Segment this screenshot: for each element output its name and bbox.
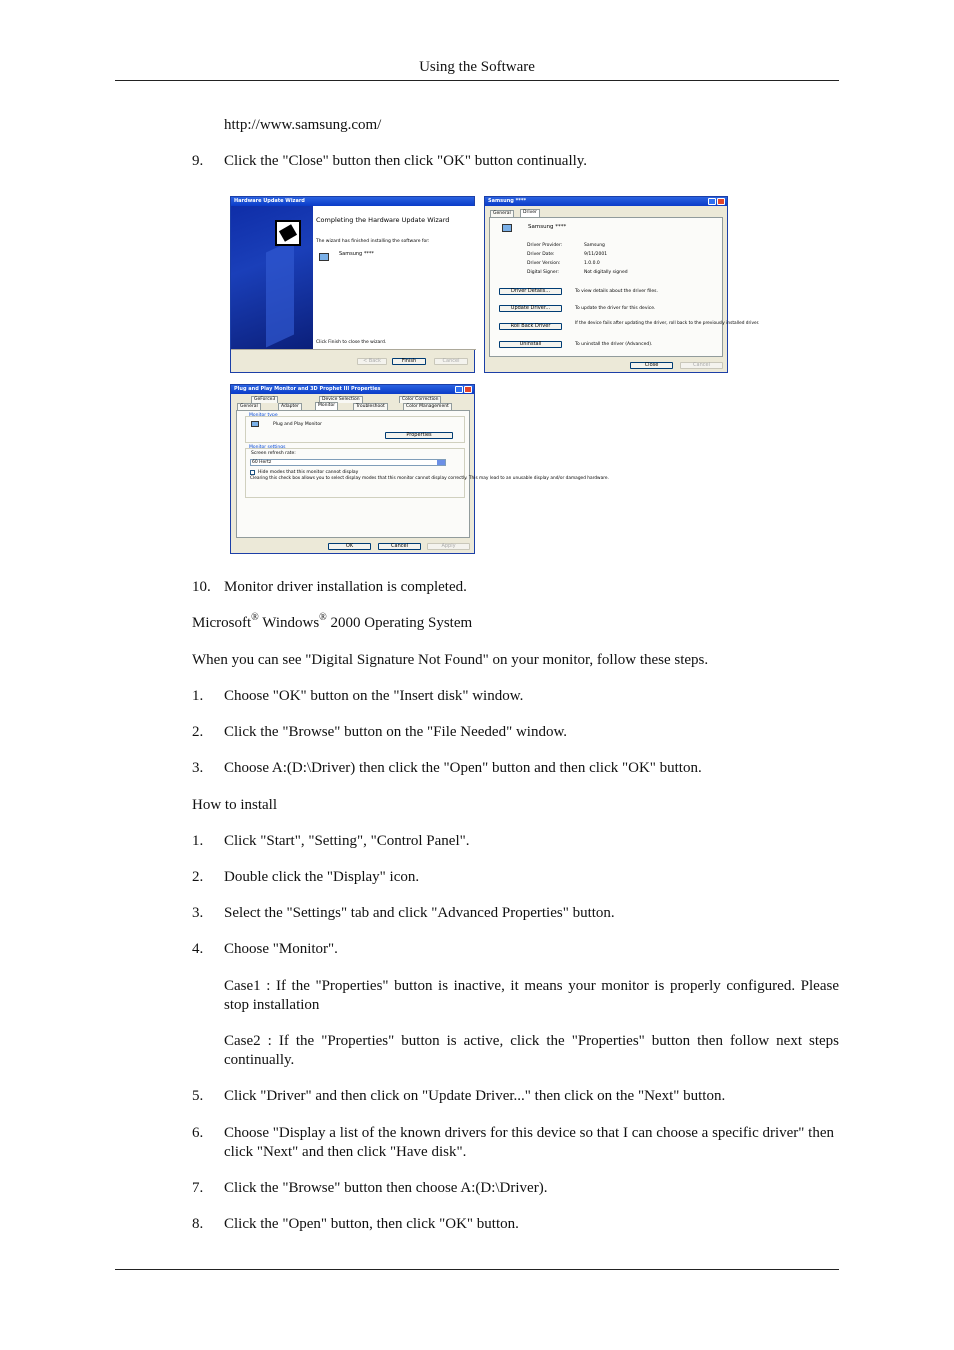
wizard-divider (231, 349, 476, 350)
refresh-rate-value: 60 Hertz (252, 460, 272, 465)
hardware-icon-inner (279, 224, 297, 241)
step-text: Choose A:(D:\Driver) then click the "Open" button and then click "OK" button. (224, 760, 702, 776)
os-heading (192, 614, 472, 633)
driver-field-value: 1.0.0.0 (584, 261, 600, 266)
step-text: Click the "Open" button, then click "OK" button. (224, 1216, 519, 1232)
os-heading-part: 2000 Operating System (326, 615, 473, 631)
hide-modes-description: Clearing this check box allows you to select display modes that this monitor cannot display correctly. This may lead to an unusable display and/or damaged hardware. (250, 476, 609, 481)
step-text: Click the "Close" button then click "OK" button continually. (224, 153, 588, 169)
tab-monitor[interactable]: Monitor (315, 402, 338, 410)
wizard-banner (231, 206, 313, 349)
case2-text: Case2 : If the "Properties" button is active, click the "Properties" button then follow next steps continually. (224, 1033, 839, 1068)
step-text: Monitor driver installation is completed. (224, 579, 467, 595)
close-icon[interactable] (464, 386, 472, 393)
driver-tab-panel (489, 217, 760, 357)
pnp-window-title: Plug and Play Monitor and 3D Prophet III Properties (234, 386, 381, 392)
footer-rule (115, 1269, 839, 1270)
chevron-down-icon[interactable] (437, 460, 445, 465)
properties-button[interactable]: Properties (385, 432, 453, 439)
step-text: Choose "OK" button on the "Insert disk" window. (224, 688, 524, 704)
tab-geforce3[interactable]: GeForce3 (251, 396, 278, 403)
wizard-device: Samsung **** (339, 251, 374, 257)
driver-properties-screenshot (484, 196, 760, 373)
driver-device-name: Samsung **** (528, 224, 567, 230)
wizard-heading: Completing the Hardware Update Wizard (316, 216, 450, 224)
step-text: Choose "Monitor". (224, 941, 338, 957)
refresh-rate-label: Screen refresh rate: (251, 451, 296, 456)
pnp-titlebar-buttons (455, 386, 472, 393)
tab-color-management[interactable]: Color Management (403, 403, 452, 410)
driver-field-label: Driver Date: (527, 252, 555, 257)
monitor-name: Plug and Play Monitor (273, 422, 322, 427)
case1-text: Case1 : If the "Properties" button is inactive, it means your monitor is properly configured. Please stop installation (224, 978, 839, 1013)
tab-general[interactable]: General (490, 210, 514, 217)
driver-titlebar-buttons (708, 198, 725, 205)
monitor-icon (502, 224, 512, 232)
step-text: Select the "Settings" tab and click "Advanced Properties" button. (224, 905, 615, 921)
hardware-icon (275, 220, 301, 246)
step-number: 10. (192, 579, 211, 595)
close-button[interactable]: Close (630, 362, 673, 369)
driver-field-value: Samsung (584, 243, 605, 248)
monitor-type-label: Monitor type (249, 413, 278, 418)
driver-details-desc: To view details about the driver files. (575, 289, 658, 294)
driver-details-button[interactable]: Driver Details... (499, 288, 562, 295)
uninstall-button[interactable]: Uninstall (499, 341, 562, 348)
driver-titlebar (485, 197, 727, 206)
tab-general[interactable]: General (237, 403, 261, 410)
close-icon[interactable] (717, 198, 725, 205)
wizard-title: Hardware Update Wizard (234, 198, 305, 204)
roll-back-driver-button[interactable]: Roll Back Driver (499, 323, 562, 330)
step-number: 4. (192, 941, 204, 957)
wizard-footer: Click Finish to close the wizard. (316, 340, 387, 345)
help-icon[interactable] (455, 386, 463, 393)
wizard-line1: The wizard has finished installing the software for: (316, 239, 430, 244)
help-icon[interactable] (708, 198, 716, 205)
os-heading-part: Microsoft (192, 615, 252, 631)
step-number: 8. (192, 1216, 204, 1232)
hide-modes-checkbox[interactable] (250, 470, 255, 475)
pnp-monitor-properties-screenshot (230, 384, 609, 554)
step-text: Click the "Browse" button then choose A:(D:\Driver). (224, 1180, 548, 1196)
driver-field-label: Digital Signer: (527, 270, 559, 275)
tab-color-correction[interactable]: Color Correction (399, 396, 441, 403)
cancel-button[interactable]: Cancel (378, 543, 421, 550)
step-text: Click "Driver" and then click on "Update Driver..." then click on the "Next" button. (224, 1088, 726, 1104)
step-number: 7. (192, 1180, 204, 1196)
wizard-titlebar (231, 197, 474, 206)
tab-adapter[interactable]: Adapter (278, 403, 302, 410)
signature-intro: When you can see "Digital Signature Not Found" on your monitor, follow these steps. (192, 652, 709, 668)
step-number: 6. (192, 1125, 204, 1141)
header-rule (115, 80, 839, 81)
roll-back-desc: If the device fails after updating the driver, roll back to the previously installed driver. (575, 321, 760, 326)
tab-device-selection[interactable]: Device Selection (319, 396, 363, 403)
page-header-title: Using the Software (419, 59, 535, 75)
finish-button[interactable]: Finish (392, 358, 426, 365)
driver-field-label: Driver Provider: (527, 243, 563, 248)
step-number: 3. (192, 760, 204, 776)
registered-mark: ® (319, 612, 327, 623)
ok-button[interactable]: OK (328, 543, 371, 550)
hardware-update-wizard-screenshot (230, 196, 475, 373)
update-driver-button[interactable]: Update Driver... (499, 305, 562, 312)
apply-button[interactable]: Apply (427, 543, 470, 550)
cancel-button[interactable]: Cancel (434, 358, 468, 365)
step-number: 5. (192, 1088, 204, 1104)
pnp-titlebar (231, 385, 474, 394)
how-to-install-heading: How to install (192, 797, 277, 813)
back-button[interactable]: < Back (357, 358, 387, 365)
hide-modes-label: Hide modes that this monitor cannot display (258, 470, 359, 475)
step-number: 3. (192, 905, 204, 921)
step-text: Click "Start", "Setting", "Control Panel". (224, 833, 470, 849)
step-number: 2. (192, 869, 204, 885)
driver-field-value: Not digitally signed (584, 270, 628, 275)
wizard-stripe (266, 239, 294, 347)
wizard-body (313, 206, 475, 349)
tab-driver[interactable]: Driver (520, 209, 540, 217)
driver-window-title: Samsung **** (488, 198, 527, 204)
tab-troubleshoot[interactable]: Troubleshoot (353, 403, 388, 410)
step-number: 9. (192, 153, 204, 169)
monitor-icon (251, 421, 259, 427)
uninstall-desc: To uninstall the driver (Advanced). (575, 342, 653, 347)
step-number: 1. (192, 833, 204, 849)
step-text: Click the "Browse" button on the "File Needed" window. (224, 724, 568, 740)
cancel-button[interactable]: Cancel (680, 362, 723, 369)
step-number: 2. (192, 724, 204, 740)
os-heading-part: Windows (258, 615, 320, 631)
step-text: Choose "Display a list of the known drivers for this device so that I can choose a specific driver" then click "Next" and then click "Have disk". (224, 1125, 834, 1160)
driver-field-value: 9/11/2001 (584, 252, 608, 257)
refresh-rate-select[interactable] (250, 459, 446, 466)
monitor-settings-label: Monitor settings (249, 445, 286, 450)
update-driver-desc: To update the driver for this device. (575, 306, 656, 311)
monitor-icon (319, 253, 329, 261)
registered-mark: ® (251, 612, 259, 623)
samsung-url: http://www.samsung.com/ (224, 117, 382, 133)
step-text: Double click the "Display" icon. (224, 869, 420, 885)
step-number: 1. (192, 688, 204, 704)
driver-field-label: Driver Version: (527, 261, 561, 266)
